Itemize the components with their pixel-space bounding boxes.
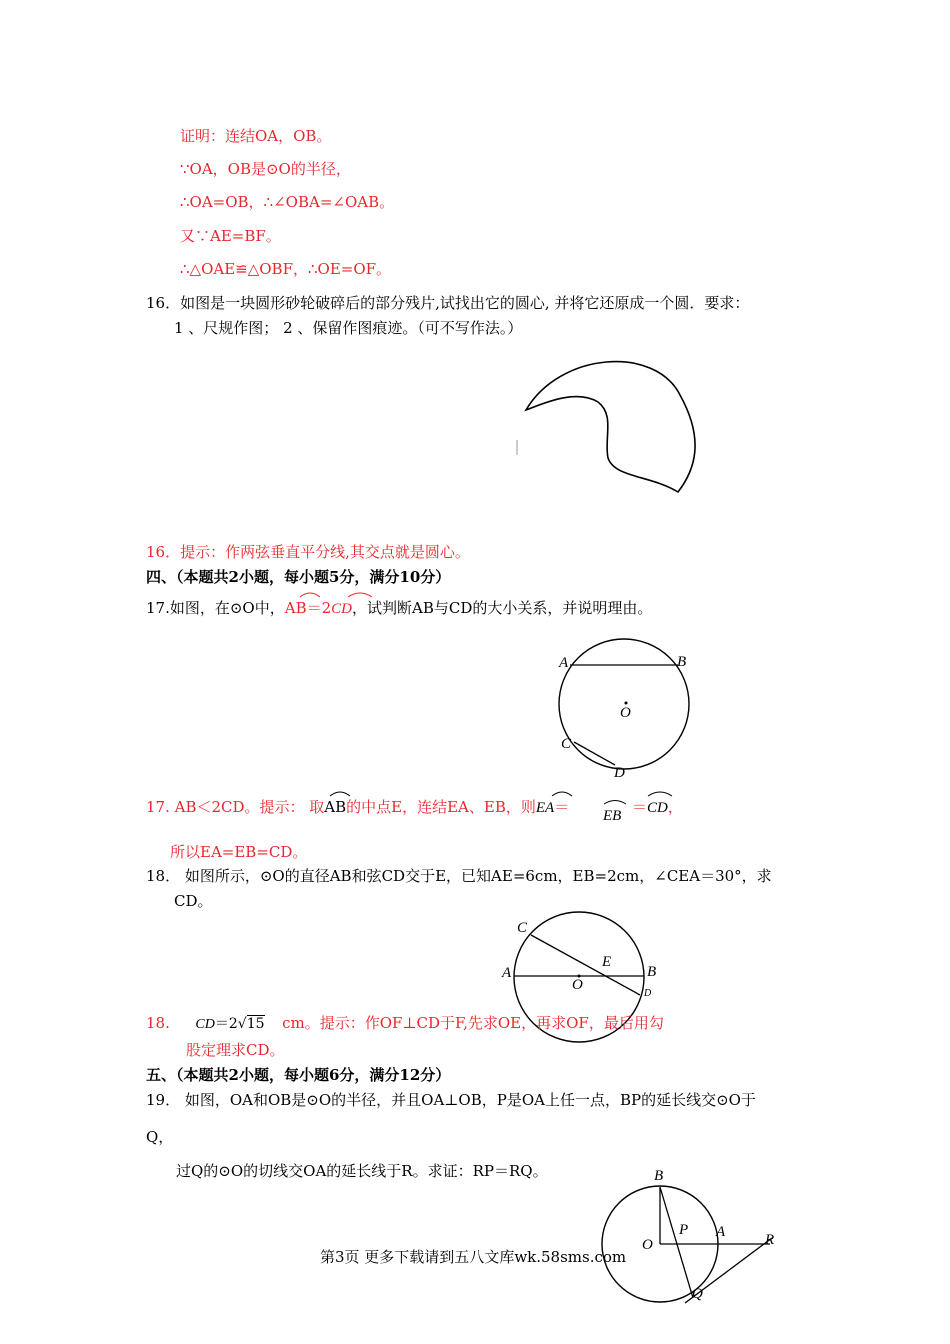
q17-answer-mid: 的中点E，连结EA、EB，则	[346, 798, 536, 816]
q18-label-d: D	[644, 988, 652, 999]
q19-line-1: 19． 如图，OA和OB是⊙O的半径，并且OA⊥OB，P是OA上任一点，BP的延长线交⊙O于	[146, 1091, 756, 1109]
q19-label-p: P	[679, 1222, 689, 1238]
q18-answer-rest: cm。提示：作OF⊥CD于F,先求OE，再求OF，最后用勾	[282, 1014, 664, 1032]
q18-formula-sqrt-sign: √	[237, 1016, 247, 1032]
q17-label-o: O	[620, 705, 631, 721]
q17-label-c: C	[561, 736, 572, 752]
q19-label-q: Q	[692, 1286, 703, 1302]
q17-label-d: D	[614, 765, 625, 781]
section-5-title: 五、（本题共2小题，每小题6分，满分12分）	[146, 1066, 451, 1084]
q17-label-a: A	[559, 655, 569, 671]
q19-label-o: O	[642, 1237, 653, 1253]
q17-answer-eq2: ＝	[632, 798, 648, 816]
q18-formula-left: CD	[195, 1017, 215, 1032]
q18-label-a: A	[502, 965, 512, 981]
q18-formula-root: 15	[246, 1016, 265, 1032]
section-4-title: 四、（本题共2小题，每小题5分，满分10分）	[146, 568, 451, 586]
q16-line-2: 1 、尺规作图； 2 、保留作图痕迹。（可不写作法。）	[174, 319, 523, 337]
q16-answer: 16．提示：作两弦垂直平分线,其交点就是圆心。	[146, 543, 470, 561]
q18-answer-line-2: 股定理求CD。	[186, 1041, 285, 1059]
q18-formula-eq: ＝2	[214, 1016, 238, 1032]
proof-line-1: 证明：连结OA，OB。	[180, 127, 332, 145]
q19-label-r: R	[765, 1232, 775, 1248]
q19-line-3: 过Q的⊙O的切线交OA的延长线于R。求证：RP＝RQ。	[176, 1162, 548, 1180]
q19-line-2: Q，	[146, 1128, 174, 1146]
proof-line-4: 又∵AE=BF。	[180, 227, 281, 245]
page-footer: 第3页 更多下载请到五八文库wk.58sms.com	[320, 1248, 627, 1266]
q18-label-o: O	[572, 977, 583, 993]
q17-arc-cd: CD	[331, 601, 352, 617]
q17-label-b: B	[677, 654, 687, 670]
q18-label-c: C	[517, 920, 528, 936]
q17-arc-ab: AB	[284, 599, 307, 617]
q18-label-b: B	[647, 964, 657, 980]
q16-line-1: 16．如图是一块圆形砂轮破碎后的部分残片,试找出它的圆心, 并将它还原成一个圆．要求：	[146, 294, 750, 312]
q17-answer-prefix: 17. AB＜2CD。提示： 取	[146, 798, 325, 816]
proof-line-3: ∴OA=OB，∴∠OBA=∠OAB。	[180, 193, 395, 211]
q17-answer-line-2: 所以EA=EB=CD。	[170, 843, 308, 861]
q19-label-b: B	[654, 1168, 664, 1184]
q18-line-2: CD。	[174, 892, 213, 910]
q17-eq: ＝2	[306, 599, 332, 617]
q17-answer-arc-ab: AB	[324, 798, 347, 816]
q19-label-a: A	[716, 1224, 726, 1240]
proof-line-2: ∵OA，OB是⊙O的半径，	[180, 160, 351, 178]
q17-answer-end: ，	[667, 798, 683, 816]
proof-line-5: ∴△OAE≌△OBF，∴OE=OF。	[180, 260, 392, 278]
q17-answer-eq1: ＝	[554, 798, 570, 816]
q19-line-bq	[660, 1187, 693, 1298]
q17-answer-arc-cd: CD	[647, 800, 668, 816]
q18-label-e: E	[602, 954, 612, 970]
q17-suffix: ，试判断AB与CD的大小关系，并说明理由。	[351, 599, 653, 617]
q17-answer-arc-ea: EA	[535, 800, 555, 816]
q18-answer-num: 18.	[146, 1014, 170, 1032]
q17-prefix: 17.如图，在⊙O中，	[146, 599, 285, 617]
q18-line-1: 18． 如图所示，⊙O的直径AB和弦CD交于E，已知AE=6cm，EB=2cm，∠CEA＝30°，求	[146, 867, 772, 885]
q17-answer-arc-eb: EB	[603, 808, 622, 824]
